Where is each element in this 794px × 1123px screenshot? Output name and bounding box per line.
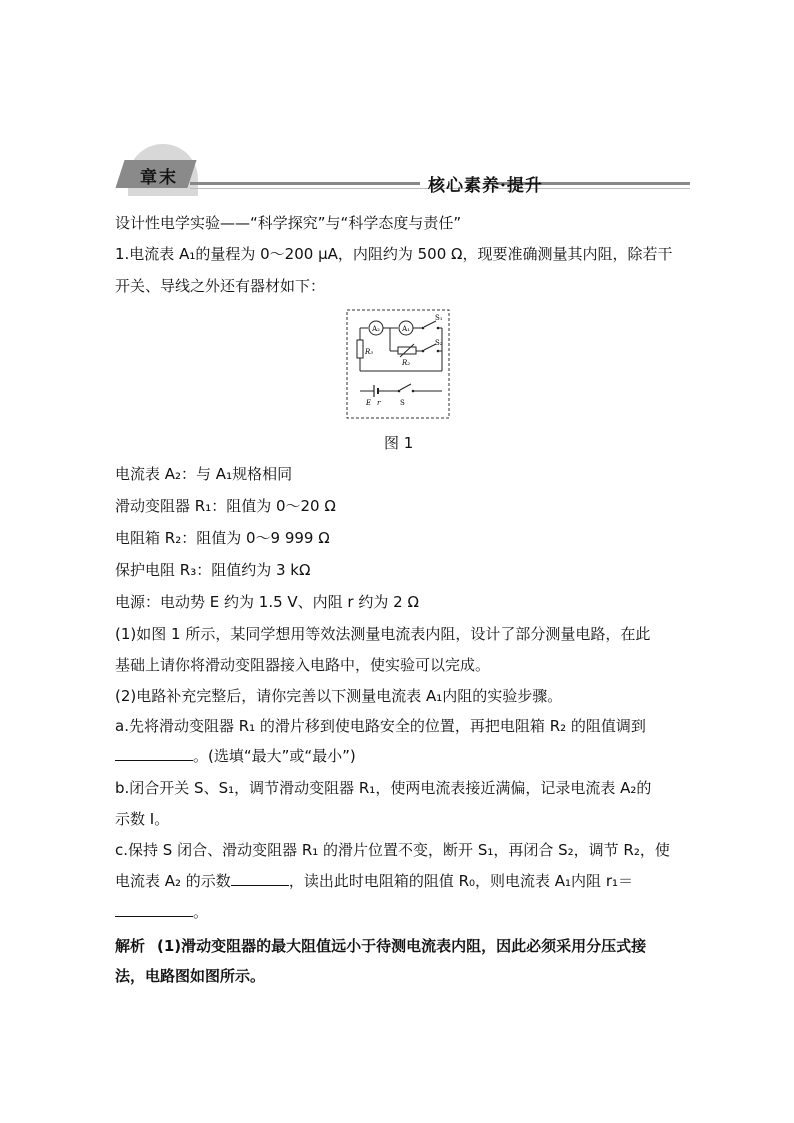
step-a-line1: a.先将滑动变阻器 R₁ 的滑片移到使电路安全的位置，再把电阻箱 R₂ 的阻值调到 <box>115 717 646 735</box>
e-label: E <box>366 399 372 407</box>
figure-caption: 图 1 <box>384 434 414 452</box>
step-b-line2: 示数 I。 <box>115 810 170 828</box>
analysis-label: 解析 <box>115 937 146 955</box>
q1-intro-line1: 1.电流表 A₁的量程为 0～200 μA，内阻约为 500 Ω，现要准确测量其内阻，除若干 <box>115 245 673 263</box>
analysis-line2: 法，电路图如图所示。 <box>115 967 266 985</box>
part2-line1: (2)电路补充完整后，请你完善以下测量电流表 A₁内阻的实验步骤。 <box>115 687 563 705</box>
banner-rule-left <box>190 182 420 185</box>
a1-label: A₁ <box>402 325 410 333</box>
r-label: r <box>377 399 381 407</box>
switch-s <box>400 384 411 390</box>
s1-label: S₁ <box>435 314 443 322</box>
section-title: 设计性电学实验——“科学探究”与“科学态度与责任” <box>115 214 462 232</box>
step-c-line2-end: ，读出此时电阻箱的阻值 R₀，则电流表 A₁内阻 r₁＝ <box>288 872 634 890</box>
circuit-diagram <box>346 309 450 419</box>
banner-tag-label: 章末 <box>140 168 178 188</box>
analysis-line1 <box>115 936 685 956</box>
equipment-item: 滑动变阻器 R₁：阻值为 0～20 Ω <box>115 497 336 515</box>
part1-line1: (1)如图 1 所示，某同学想用等效法测量电流表内阻，设计了部分测量电路，在此 <box>115 625 651 643</box>
step-c-line2-start: 电流表 A₂ 的示数 <box>115 872 231 890</box>
a2-label: A₂ <box>372 325 380 333</box>
answer-blank[interactable] <box>231 871 289 886</box>
step-c-line2 <box>115 871 685 891</box>
step-b-line1: b.闭合开关 S、S₁，调节滑动变阻器 R₁，使两电流表接近满偏，记录电流表 A₂的 <box>115 779 652 797</box>
equipment-item: 保护电阻 R₃：阻值约为 3 kΩ <box>115 561 311 579</box>
analysis-text: (1)滑动变阻器的最大阻值远小于待测电流表内阻，因此必须采用分压式接 <box>157 937 647 955</box>
equipment-item: 电流表 A₂：与 A₁规格相同 <box>115 465 293 483</box>
r3-label: R₃ <box>365 348 374 356</box>
step-a-line2 <box>115 746 685 766</box>
answer-blank[interactable] <box>115 746 193 761</box>
step-c-line1: c.保持 S 闭合、滑动变阻器 R₁ 的滑片位置不变，断开 S₁，再闭合 S₂，调节 R₂，使 <box>115 841 670 859</box>
s-label: S <box>400 399 405 407</box>
step-c-line3-end: 。 <box>193 903 209 921</box>
q1-intro-line2: 开关、导线之外还有器材如下： <box>115 277 326 295</box>
step-a-hint: 。(选填“最大”或“最小”) <box>193 747 356 765</box>
step-c-line3 <box>115 902 685 922</box>
part1-line2: 基础上请你将滑动变阻器接入电路中，使实验可以完成。 <box>115 656 491 674</box>
answer-blank[interactable] <box>115 902 193 917</box>
r2-label: R₂ <box>402 359 411 367</box>
chapter-banner <box>110 138 690 198</box>
equipment-item: 电阻箱 R₂：阻值为 0～9 999 Ω <box>115 529 330 547</box>
figure-border <box>347 310 449 418</box>
s2-label: S₂ <box>435 339 443 347</box>
r3-resistor <box>357 340 363 358</box>
equipment-item: 电源：电动势 E 约为 1.5 V、内阻 r 约为 2 Ω <box>115 593 419 611</box>
banner-title: 核心素养·提升 <box>428 176 543 196</box>
